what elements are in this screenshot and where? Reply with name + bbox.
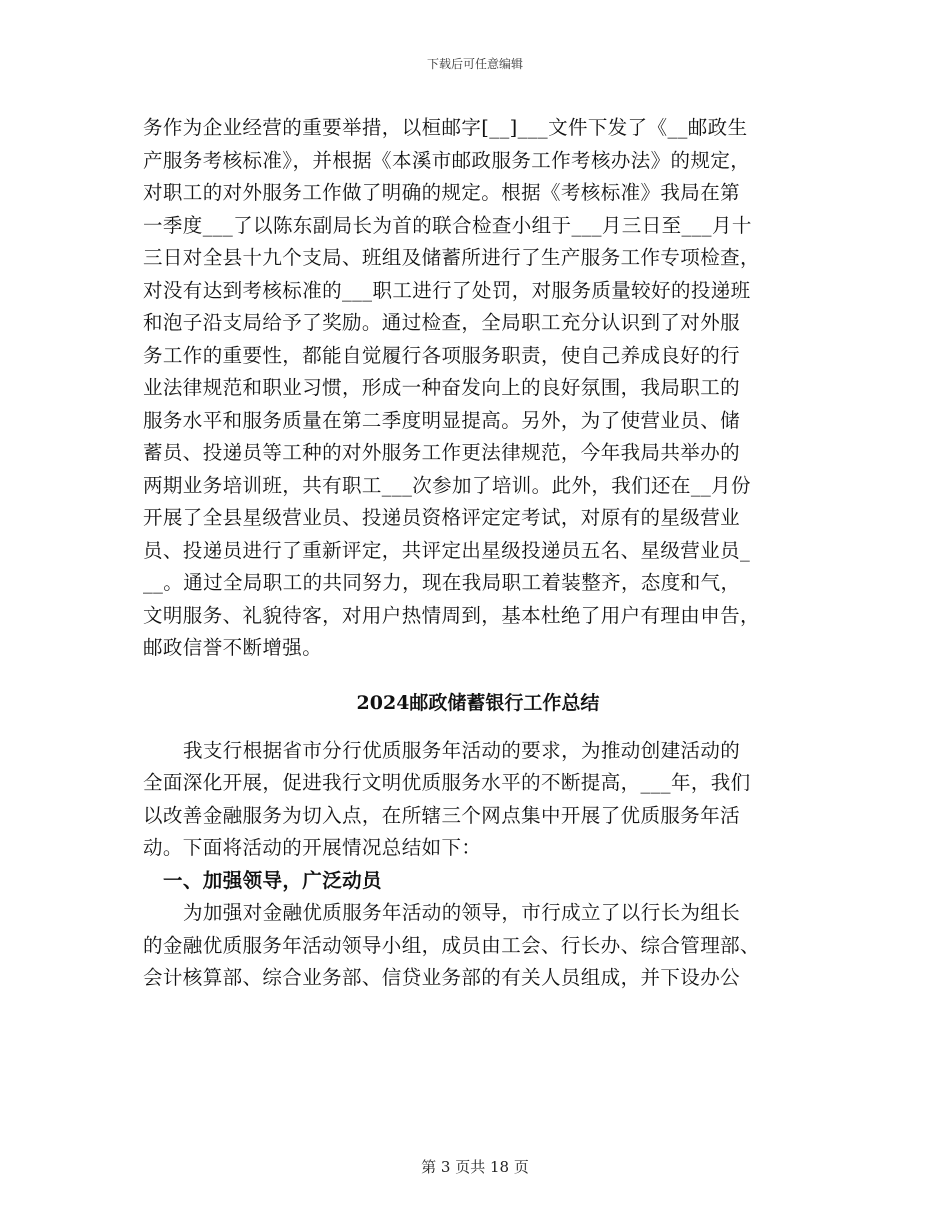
- intro-paragraph: [143, 735, 813, 865]
- document-title: 2024邮政储蓄银行工作总结: [356, 691, 600, 714]
- text-line: 以改善金融服务为切入点，在所辖三个网点集中开展了优质服务年活: [143, 803, 741, 827]
- text-line: 对没有达到考核标准的___职工进行了处罚，对服务质量较好的投递班: [143, 278, 751, 302]
- text-line: 和泡子沿支局给予了奖励。通过检查，全局职工充分认识到了对外服: [143, 311, 741, 334]
- text-line: 服务水平和服务质量在第二季度明显提高。另外，为了使营业员、储: [143, 408, 741, 432]
- text-line: 蓄员、投递员等工种的对外服务工作更法律规范，今年我局共举办的: [143, 441, 741, 464]
- text-line: 三日对全县十九个支局、班组及储蓄所进行了生产服务工作专项检查，: [143, 246, 760, 269]
- text-line: 一季度___了以陈东副局长为首的联合检查小组于___月三日至___月十: [143, 213, 752, 237]
- text-line: 邮政信誉不断增强。: [143, 636, 323, 659]
- text-line: 的金融优质服务年活动领导小组，成员由工会、行长办、综合管理部、: [143, 933, 760, 957]
- text-line: 动。下面将活动的开展情况总结如下：: [143, 836, 482, 859]
- text-line: 两期业务培训班，共有职工___次参加了培训。此外，我们还在__月份: [143, 473, 751, 497]
- page-header: 下载后可任意编辑: [426, 57, 523, 71]
- text-line: 我支行根据省市分行优质服务年活动的要求，为推动创建活动的: [183, 738, 741, 762]
- text-line: 对职工的对外服务工作做了明确的规定。根据《考核标准》我局在第: [143, 181, 741, 204]
- text-line: 文明服务、礼貌待客，对用户热情周到，基本杜绝了用户有理由申告，: [143, 603, 760, 627]
- document-body: [143, 112, 813, 995]
- text-line: 开展了全县星级营业员、投递员资格评定定考试，对原有的星级营业: [143, 506, 741, 529]
- page-number: 第 3 页共 18 页: [421, 1158, 529, 1176]
- text-line: 产服务考核标准》，并根据《本溪市邮政服务工作考核办法》的规定，: [143, 148, 751, 172]
- text-line: 会计核算部、综合业务部、信贷业务部的有关人员组成，并下设办公: [143, 966, 741, 989]
- text-line: 全面深化开展，促进我行文明优质服务水平的不断提高，___年，我们: [143, 771, 751, 794]
- text-line: 务作为企业经营的重要举措，以桓邮字[__]___文件下发了《__邮政生: [143, 116, 748, 139]
- text-line: 业法律规范和职业习惯，形成一种奋发向上的良好氛围，我局职工的: [143, 376, 741, 399]
- leadership-paragraph: [143, 897, 813, 995]
- text-line: 务工作的重要性，都能自觉履行各项服务职责，使自己养成良好的行: [143, 343, 741, 367]
- text-line: __。通过全局职工的共同努力，现在我局职工着装整齐，态度和气，: [143, 571, 741, 594]
- text-line: 员、投递员进行了重新评定，共评定出星级投递员五名、星级营业员_: [143, 538, 751, 562]
- text-line: 为加强对金融优质服务年活动的领导，市行成立了以行长为组长: [183, 901, 741, 924]
- section-1-paragraph: [143, 112, 813, 665]
- section-heading: 一、加强领导，广泛动员: [163, 868, 382, 892]
